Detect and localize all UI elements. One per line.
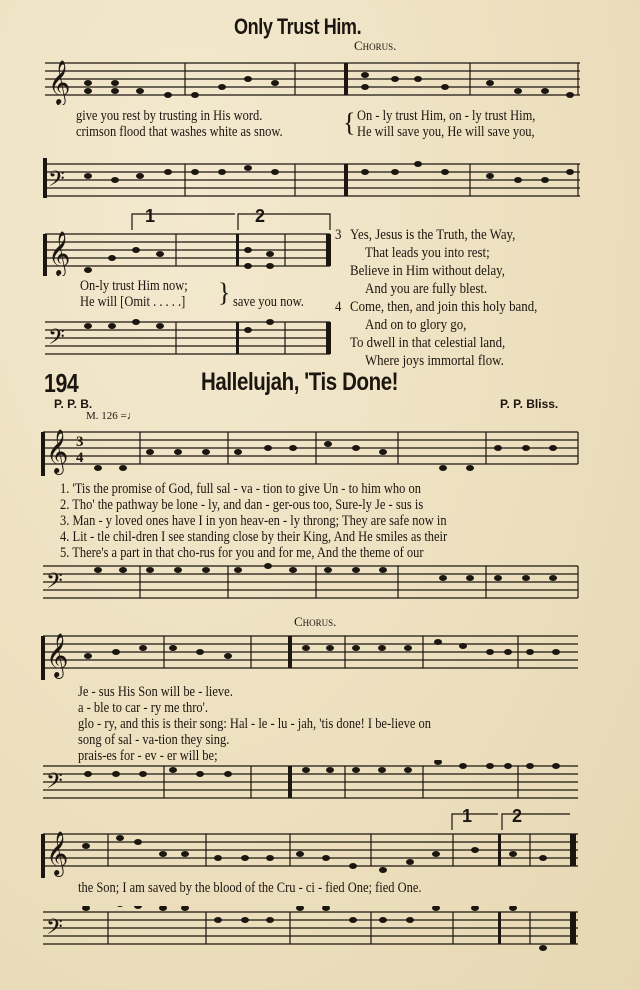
lyrics-line: prais-es for - ev - er will be; bbox=[78, 748, 218, 764]
music-staff-bass bbox=[38, 906, 583, 956]
ending-2-label: 2 bbox=[512, 806, 523, 826]
svg-text:𝄞: 𝄞 bbox=[46, 431, 69, 473]
verse-4-line: And on to glory go, bbox=[365, 317, 467, 333]
svg-text:𝄞: 𝄞 bbox=[48, 233, 71, 275]
lyrics-chorus-line: On - ly trust Him, on - ly trust Him, bbox=[357, 108, 536, 124]
music-staff-bass bbox=[38, 560, 583, 604]
tempo-label: M. 126 = bbox=[86, 410, 127, 422]
ending-1-label: 1 bbox=[145, 206, 156, 226]
ending-2-label: 2 bbox=[255, 206, 266, 226]
ending-1-label: 1 bbox=[462, 806, 473, 826]
lyrics-verse-2: 2. Tho' the pathway be lone - ly, and dan - ger-ous too, Sure-ly Je - sus is bbox=[60, 497, 424, 513]
verse-4-line: To dwell in that celestial land, bbox=[350, 335, 506, 351]
svg-text:4: 4 bbox=[76, 450, 84, 466]
svg-text:𝄢: 𝄢 bbox=[46, 915, 63, 944]
svg-text:𝄞: 𝄞 bbox=[48, 62, 71, 104]
tempo-marking bbox=[86, 410, 138, 422]
lyrics-verse-4: 4. Lit - tle chil-dren I see standing close by their King, And He smiles as their bbox=[60, 529, 448, 545]
lyrics-line: glo - ry, and this is their song: Hal - le - lu - jah, 'tis done! I be-lieve on bbox=[78, 716, 431, 732]
music-staff-treble bbox=[40, 226, 340, 276]
svg-text:𝄞: 𝄞 bbox=[46, 635, 69, 677]
verse-3-line: Yes, Jesus is the Truth, the Way, bbox=[350, 227, 516, 243]
svg-text:𝄢: 𝄢 bbox=[46, 569, 63, 598]
music-credit: P. P. Bliss. bbox=[500, 397, 559, 411]
music-staff-treble bbox=[38, 826, 583, 878]
brace: { bbox=[343, 108, 356, 137]
lyrics-line: song of sal - va-tion they sing. bbox=[78, 732, 230, 748]
verse-3-line: Believe in Him without delay, bbox=[350, 263, 506, 279]
lyrics-verse-line: crimson flood that washes white as snow. bbox=[76, 124, 283, 140]
quarter-note-icon: ♩ bbox=[126, 410, 138, 422]
song-title-only-trust-him: Only Trust Him. bbox=[234, 14, 362, 39]
svg-text:𝄢: 𝄢 bbox=[46, 769, 63, 798]
lyrics-chorus-line: On-ly trust Him now; bbox=[80, 278, 188, 294]
time-signature: 3 bbox=[76, 434, 84, 450]
music-staff-bass bbox=[40, 158, 580, 208]
music-staff-treble bbox=[40, 55, 580, 105]
hymn-number: 194 bbox=[44, 368, 79, 398]
lyrics-verse-5: 5. There's a part in that cho-rus for you and for me, And the theme of our bbox=[60, 545, 424, 561]
music-staff-treble bbox=[38, 424, 583, 476]
music-staff-bass bbox=[40, 316, 340, 360]
svg-text:𝄢: 𝄢 bbox=[48, 167, 65, 196]
svg-text:𝄢: 𝄢 bbox=[48, 325, 65, 354]
lyrics-chorus-end: save you now. bbox=[233, 294, 304, 310]
verse-4-line: Where joys immortal flow. bbox=[365, 353, 504, 369]
svg-text:𝄞: 𝄞 bbox=[46, 833, 69, 875]
music-staff-bass bbox=[38, 760, 583, 804]
lyrics-chorus-line: He will save you, He will save you, bbox=[357, 124, 535, 140]
lyrics-final-line: the Son; I am saved by the blood of the Cru - ci - fied One; fied One. bbox=[78, 880, 422, 896]
lyrics-verse-1: 1. 'Tis the promise of God, full sal - va - tion to give Un - to him who on bbox=[60, 481, 421, 497]
chorus-label: Chorus. bbox=[294, 614, 337, 629]
lyrics-chorus-line: He will [Omit . . . . .] bbox=[80, 294, 186, 310]
lyrics-line: Je - sus His Son will be - lieve. bbox=[78, 684, 233, 700]
song-title-hallelujah-tis-done: Hallelujah, 'Tis Done! bbox=[201, 368, 399, 396]
chorus-label: Chorus. bbox=[354, 38, 397, 53]
verse-3-number: 3 bbox=[335, 227, 342, 243]
lyrics-verse-3: 3. Man - y loved ones have I in yon heav-en - ly throng; They are safe now in bbox=[60, 513, 447, 529]
lyrics-line: a - ble to car - ry me thro'. bbox=[78, 700, 209, 716]
verse-3-line: That leads you into rest; bbox=[365, 245, 490, 261]
music-staff-treble bbox=[38, 628, 583, 680]
verse-4-number: 4 bbox=[335, 299, 342, 315]
brace: } bbox=[218, 278, 231, 307]
words-credit: P. P. B. bbox=[54, 397, 93, 411]
verse-3-line: And you are fully blest. bbox=[365, 281, 488, 297]
verse-4-line: Come, then, and join this holy band, bbox=[350, 299, 538, 315]
lyrics-verse-line: give you rest by trusting in His word. bbox=[76, 108, 263, 124]
